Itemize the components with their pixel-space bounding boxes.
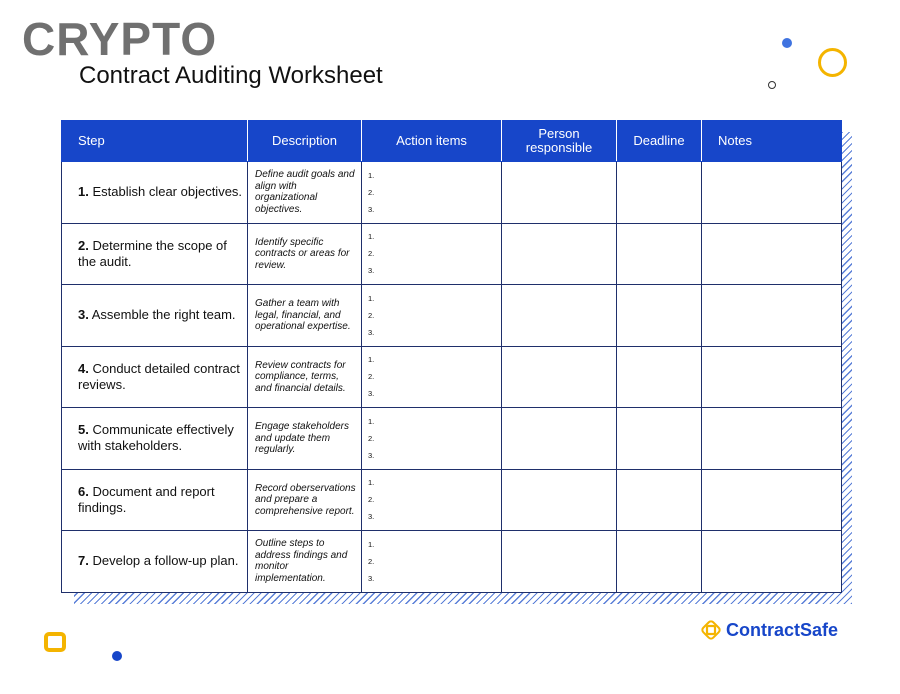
step-text: Document and report findings.	[78, 483, 215, 515]
decor-dot-bottom-icon	[112, 651, 122, 661]
step-number: 1.	[78, 184, 89, 200]
audit-worksheet-table	[61, 120, 842, 593]
notes-cell[interactable]	[702, 408, 842, 470]
action-item-number: 1.	[368, 355, 375, 365]
action-items-cell[interactable]	[362, 346, 502, 408]
notes-cell[interactable]	[702, 469, 842, 531]
person-responsible-cell[interactable]	[502, 162, 617, 224]
page-title: Contract Auditing Worksheet	[79, 62, 383, 89]
deadline-cell[interactable]	[617, 223, 702, 285]
step-number: 2.	[78, 237, 89, 253]
table-row	[62, 408, 842, 470]
column-header-action-items: Action items	[362, 121, 502, 162]
action-items-cell[interactable]	[362, 223, 502, 285]
column-header-description: Description	[248, 121, 362, 162]
description-cell: Define audit goals and align with organizational objectives.	[248, 162, 362, 224]
description-cell: Review contracts for compliance, terms, and financial details.	[248, 346, 362, 408]
decor-ring-icon	[818, 48, 847, 77]
action-item-number: 3.	[368, 389, 375, 399]
column-header-notes: Notes	[702, 121, 842, 162]
action-item-number: 2.	[368, 495, 375, 505]
action-item-number: 1.	[368, 539, 375, 549]
decor-square-icon	[44, 632, 66, 652]
step-number: 7.	[78, 553, 89, 569]
table-row	[62, 285, 842, 347]
action-item-number: 3.	[368, 450, 375, 460]
description-cell: Outline steps to address findings and monitor implementation.	[248, 531, 362, 593]
step-text: Communicate effectively with stakeholders.	[78, 422, 234, 454]
deadline-cell[interactable]	[617, 285, 702, 347]
action-item-number: 2.	[368, 249, 375, 259]
action-items-cell[interactable]	[362, 162, 502, 224]
deadline-cell[interactable]	[617, 346, 702, 408]
action-item-number: 3.	[368, 266, 375, 276]
step-number: 5.	[78, 422, 89, 437]
step-number: 4.	[78, 360, 89, 376]
action-item-number: 3.	[368, 573, 375, 583]
notes-cell[interactable]	[702, 223, 842, 285]
column-header-deadline: Deadline	[617, 121, 702, 162]
notes-cell[interactable]	[702, 531, 842, 593]
column-header-step: Step	[62, 121, 248, 162]
person-responsible-cell[interactable]	[502, 469, 617, 531]
table-row	[62, 223, 842, 285]
step-text: Develop a follow-up plan.	[92, 553, 239, 569]
table-row	[62, 346, 842, 408]
step-cell	[62, 162, 248, 224]
step-cell	[62, 408, 248, 470]
brand-title: CRYPTO	[22, 13, 218, 65]
action-item-number: 2.	[368, 372, 375, 382]
description-cell: Identify specific contracts or areas for review.	[248, 223, 362, 285]
notes-cell[interactable]	[702, 285, 842, 347]
decor-hatch-bottom	[74, 592, 852, 604]
table-row	[62, 162, 842, 224]
description-cell: Engage stakeholders and update them regularly.	[248, 408, 362, 470]
action-item-number: 2.	[368, 310, 375, 320]
step-cell	[62, 285, 248, 347]
action-item-number: 1.	[368, 416, 375, 426]
notes-cell[interactable]	[702, 162, 842, 224]
action-items-cell[interactable]	[362, 285, 502, 347]
action-item-number: 1.	[368, 478, 375, 488]
action-items-cell[interactable]	[362, 469, 502, 531]
action-item-number: 3.	[368, 512, 375, 522]
step-text: Establish clear objectives.	[92, 184, 243, 200]
deadline-cell[interactable]	[617, 531, 702, 593]
step-cell	[62, 346, 248, 408]
action-items-cell[interactable]	[362, 531, 502, 593]
description-cell: Record oberservations and prepare a comprehensive report.	[248, 469, 362, 531]
table-header-row	[62, 121, 842, 162]
action-item-number: 2.	[368, 433, 375, 443]
table-row	[62, 469, 842, 531]
action-item-number: 1.	[368, 232, 375, 242]
person-responsible-cell[interactable]	[502, 531, 617, 593]
step-cell	[62, 469, 248, 531]
description-cell: Gather a team with legal, financial, and operational expertise.	[248, 285, 362, 347]
column-header-person-responsible: Person responsible	[502, 121, 617, 162]
contractsafe-logo-icon	[701, 620, 721, 640]
action-item-number: 3.	[368, 204, 375, 214]
step-number: 6.	[78, 483, 89, 499]
person-responsible-cell[interactable]	[502, 408, 617, 470]
action-items-cell[interactable]	[362, 408, 502, 470]
step-cell	[62, 531, 248, 593]
deadline-cell[interactable]	[617, 469, 702, 531]
person-responsible-cell[interactable]	[502, 223, 617, 285]
step-text: Conduct detailed contract reviews.	[78, 360, 240, 392]
action-item-number: 2.	[368, 556, 375, 566]
contractsafe-logo	[701, 620, 838, 640]
decor-small-ring-icon	[768, 81, 776, 89]
table-row	[62, 531, 842, 593]
action-item-number: 3.	[368, 327, 375, 337]
step-text: Determine the scope of the audit.	[78, 237, 227, 269]
person-responsible-cell[interactable]	[502, 346, 617, 408]
deadline-cell[interactable]	[617, 162, 702, 224]
decor-dot-icon	[782, 38, 792, 48]
step-cell	[62, 223, 248, 285]
deadline-cell[interactable]	[617, 408, 702, 470]
notes-cell[interactable]	[702, 346, 842, 408]
person-responsible-cell[interactable]	[502, 285, 617, 347]
step-number: 3.	[78, 307, 89, 323]
action-item-number: 1.	[368, 293, 375, 303]
step-text: Assemble the right team.	[91, 307, 236, 323]
action-item-number: 1.	[368, 170, 375, 180]
logo-wordmark: ContractSafe	[726, 620, 839, 640]
action-item-number: 2.	[368, 187, 375, 197]
